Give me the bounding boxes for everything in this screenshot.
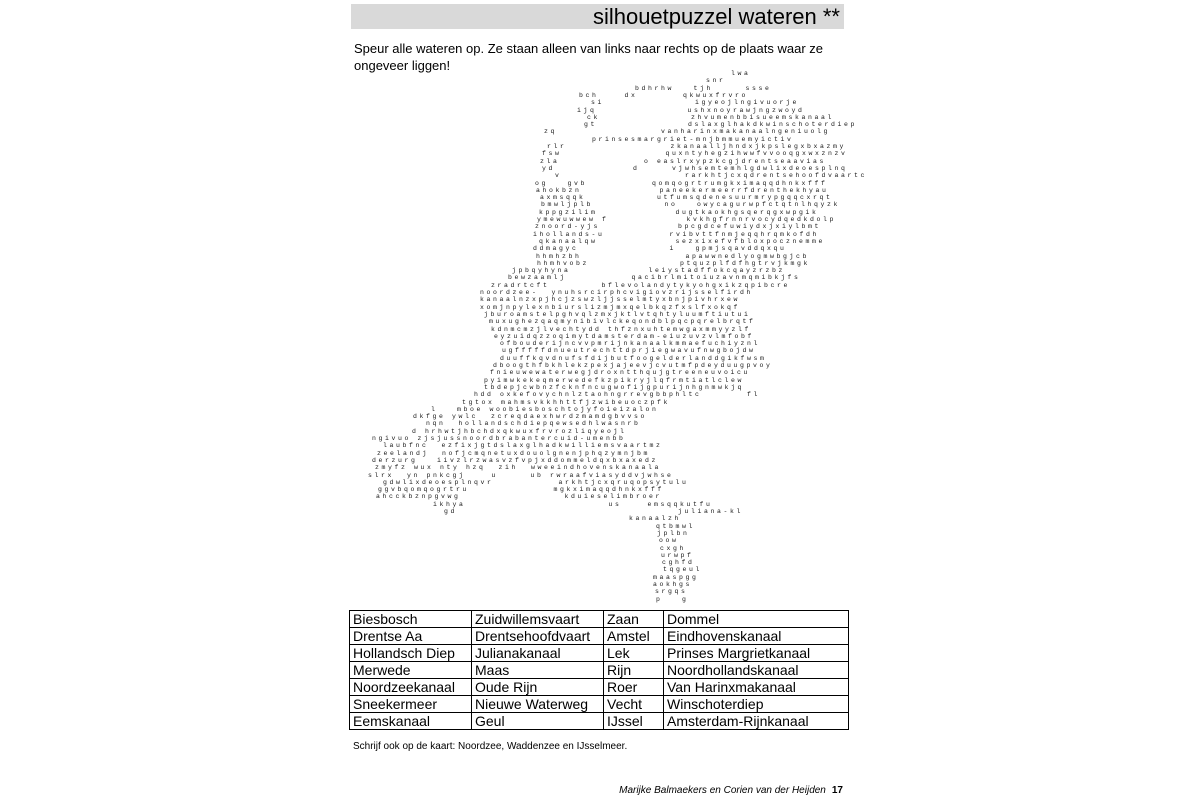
table-cell: Eindhovenskanaal	[664, 628, 849, 645]
table-cell: Winschoterdiep	[664, 696, 849, 713]
table-cell: Vecht	[604, 696, 664, 713]
grid-row: pyimwkekeqmerwedefkzpikryjlqfrmtiatlclew	[484, 376, 745, 384]
table-cell: Van Harinxmakanaal	[664, 679, 849, 696]
grid-row: znoord-yjs bpcgdcefuwiydxjxiylbmt	[535, 223, 822, 231]
grid-row: gdwlixdeoesplnqvr arkhtjcxqruqopsytulu	[383, 478, 689, 486]
grid-row: jpbqyhyna leiystadffokcqayzrzbz	[512, 267, 786, 275]
table-cell: Drentsehoofdvaart	[472, 628, 604, 645]
grid-row: fnieuwewaterwegjdroxntthqujgtreeneuvoicu	[490, 369, 751, 377]
grid-row: zla o easlrxypzkcgjdrentseaavias	[540, 157, 827, 165]
grid-row: jburoamstelpghvqlzmxjktlvtqhtyluumftiutui	[484, 310, 751, 318]
page-title: silhouetpuzzel wateren **	[351, 4, 844, 29]
table-cell: Dommel	[664, 611, 849, 628]
grid-row: hhmhvobz ptquzplfdfhgtrvjkmgk	[537, 259, 811, 267]
table-cell: Roer	[604, 679, 664, 696]
grid-row: ofbouderijncvvpmrijnkanaalkmmaefuchiyznl	[500, 340, 761, 348]
grid-row: axmsqqk utfumsqdenesuurmrypgqqcxrqt	[540, 194, 833, 202]
grid-row: zeelandj nofjcmqnetuxdouolgnenjphqzymnjbm	[377, 449, 651, 457]
grid-row: ihollands-u rvibvttfnmjeqqhrqmkofdh	[533, 230, 820, 238]
grid-row: tqgeul	[663, 566, 703, 574]
grid-row: bmwljplb no owycagurwpfctqtnlhqyzk	[541, 201, 841, 209]
map-instruction-note: Schrijf ook op de kaart: Noordzee, Waddenzee en IJsselmeer.	[353, 741, 628, 752]
footer-authors: Marijke Balmaekers en Corien van der Heijden	[619, 785, 826, 796]
grid-row: gt dslaxglhakdkwinschoterdiep	[584, 121, 858, 129]
grid-row: qtbmwl	[656, 522, 696, 530]
grid-row: lwa	[731, 70, 751, 77]
table-cell: Biesbosch	[350, 611, 472, 628]
table-row	[350, 713, 849, 730]
table-cell: Noordzeekanaal	[350, 679, 472, 696]
grid-row: v rarkhtjcxqdrentsehoofdvaartc	[555, 172, 868, 180]
grid-row: ikhya us emsqqkutfu	[433, 500, 713, 508]
grid-row: kanaalnzxpjhcjzswzljjsselmtyxbnjpivhrxew	[480, 296, 741, 304]
table-row	[350, 662, 849, 679]
grid-row: kanaalzh	[629, 515, 682, 523]
table-row	[350, 679, 849, 696]
grid-row: cxgh	[660, 544, 687, 552]
grid-row: prinsesmargriet-mnjbmmuemyictiv	[592, 135, 794, 143]
grid-row: laubfnc ezfixjgtdslaxglhadkwilliemsvaartmz	[383, 442, 663, 450]
grid-row: ugfffffdnueutrechttdprjiegwavufnwgbojdw	[502, 347, 756, 355]
grid-row: maaspgg	[653, 573, 699, 581]
grid-row: nqn hollandschdiepqewsedhlwasnrb	[426, 420, 641, 428]
grid-row: zradrtcft bflevolandytykyohgxikzqpibcre	[491, 281, 791, 289]
grid-row: aokhgs	[653, 581, 693, 588]
grid-row: cghfd	[662, 559, 695, 567]
table-cell: Nieuwe Waterweg	[472, 696, 604, 713]
grid-row: slrx yn pnkcgj u ub rwraafviasyddvjwhse	[368, 471, 674, 479]
table-cell: Sneekermeer	[350, 696, 472, 713]
grid-row: tbdepjcwbnzfcknfncugwofijgpurijnhgnmwkjq	[484, 383, 745, 391]
grid-row: ck zhvumenbbisueemskanaal	[587, 113, 835, 121]
table-row	[350, 628, 849, 645]
table-cell: Amstel	[604, 628, 664, 645]
grid-row: hhmhzbh apawwnedlyogmwbgjcb	[536, 252, 810, 260]
grid-row: xomjnpylexnbiurslizmjmxqelbkqzfxslfxokqf	[480, 303, 741, 311]
grid-row: og gvb qomqogrtrumgkximaqqdhnkxfff	[535, 179, 828, 187]
word-list-table	[349, 610, 849, 730]
grid-row: kppgzilim dugtkaokhgsqerqgxwpgik	[539, 208, 819, 216]
grid-row: ahokbzn paneekermeerrfdrenthekhyau	[536, 186, 829, 194]
grid-row: srgqs	[655, 588, 688, 596]
grid-row: ijq ushxnoyrawjngzwoyd	[577, 106, 805, 114]
table-cell: Amsterdam-Rijnkanaal	[664, 713, 849, 730]
table-cell: Eemskanaal	[350, 713, 472, 730]
grid-row: muxughezqaqmynibivlckeqondblpqcpqrelbrqtf	[489, 318, 756, 326]
table-cell: IJssel	[604, 713, 664, 730]
grid-row: derzurg iivzlrzwasvzfvpjxddommeldqxbxaxedz	[372, 456, 659, 464]
grid-row: gd juliana-kl	[444, 508, 744, 515]
table-cell: Prinses Margrietkanaal	[664, 645, 849, 662]
table-cell: Maas	[472, 662, 604, 679]
grid-row: qkanaalqw sezxixefvfbloxpocznemme	[539, 237, 826, 245]
grid-row: noordzee- ynuhsrcirphcvigiovzrijsselfirdh	[480, 289, 754, 296]
grid-row: hdd oxkefovychnlztaohngrrevgbbphltc fl	[474, 391, 761, 399]
page-footer	[0, 784, 843, 797]
grid-row: rlr zkanaalljhndxjkpslegxbxazmy	[547, 143, 847, 150]
grid-row: oow	[659, 537, 679, 545]
table-cell: Geul	[472, 713, 604, 730]
grid-row: zq vanharinxmakanaalngeniuolg	[544, 128, 831, 136]
grid-row: fsw quxntyhegzihwwfvvooqgxwxznzv	[542, 150, 848, 158]
table-cell: Hollandsch Diep	[350, 645, 472, 662]
grid-row: urwpf	[661, 551, 694, 559]
grid-row: ngivuo zjsjussnoordbrabantercuid-umenbb	[372, 435, 626, 442]
grid-row: ggvbqomqogrtru mgkximaqqdhnkxfff	[378, 486, 665, 494]
grid-row: si igyeojlngivuorje	[591, 99, 800, 107]
grid-row: ymewuwwew f kvkhgfrnnrvocydqedkdolp	[537, 216, 837, 223]
table-cell: Oude Rijn	[472, 679, 604, 696]
grid-row: jplbn	[657, 529, 690, 537]
table-cell: Rijn	[604, 662, 664, 679]
grid-row: eyzuidqzzoqimytdamsterdam-eiuzuvzvlmfobf	[494, 332, 755, 340]
grid-row: l mboe woobiesboschtojyfoieizalon	[431, 405, 659, 413]
table-cell: Lek	[604, 645, 664, 662]
page-number: 17	[831, 785, 843, 796]
grid-row: dboogthfbkhlekzpexjajeevjcvutmfpdeyduugpvoy	[493, 362, 773, 369]
grid-row: ddmagyc i gpmjsqavddqxqu	[533, 245, 787, 253]
grid-row: snr	[706, 77, 726, 85]
grid-row: ahcckbznpgvwg kduieselimbroer	[376, 493, 663, 501]
table-row	[350, 696, 849, 713]
grid-row: duuffkqvdnufsfdijbutfoogelderlanddgikfwsm	[500, 354, 767, 362]
table-cell: Merwede	[350, 662, 472, 679]
grid-row: dkfge ywlc zcreqdaexhwrdzmamdgbvvso	[413, 413, 648, 421]
grid-row: zmyfz wux nty hzq zih wweeindhovenskanaala	[375, 464, 662, 472]
grid-row: d hrhwtjhbchdxqkwuxfrvrozliqyeojl	[412, 427, 627, 435]
grid-row: tgtox mahmsvkkhhttfjzwibeuoczpfk	[462, 398, 671, 406]
table-cell: Julianakanaal	[472, 645, 604, 662]
table-cell: Zaan	[604, 611, 664, 628]
grid-row: bdhrhw tjh ssse	[635, 84, 772, 92]
grid-row: yd d vjwhsemtemhlgdwlixdeoesplnq	[542, 164, 848, 172]
grid-row: kdnmcmzjlvechtydd thfznxuhtemwgaxmmyyzlf	[491, 325, 752, 333]
grid-row: bch dx qkwuxfrvro	[579, 91, 749, 99]
grid-row: bewzaamlj qacibrlmitoiuzavnmqmibkjfs	[508, 274, 801, 282]
table-cell: Noordhollandskanaal	[664, 662, 849, 679]
instructions-text: Speur alle wateren op. Ze staan alleen van links naar rechts op de plaats waar ze ongeveer liggen!	[354, 41, 823, 73]
table-row	[350, 611, 849, 628]
table-row	[350, 645, 849, 662]
grid-row: p g	[656, 595, 689, 603]
table-cell: Zuidwillemsvaart	[472, 611, 604, 628]
table-cell: Drentse Aa	[350, 628, 472, 645]
